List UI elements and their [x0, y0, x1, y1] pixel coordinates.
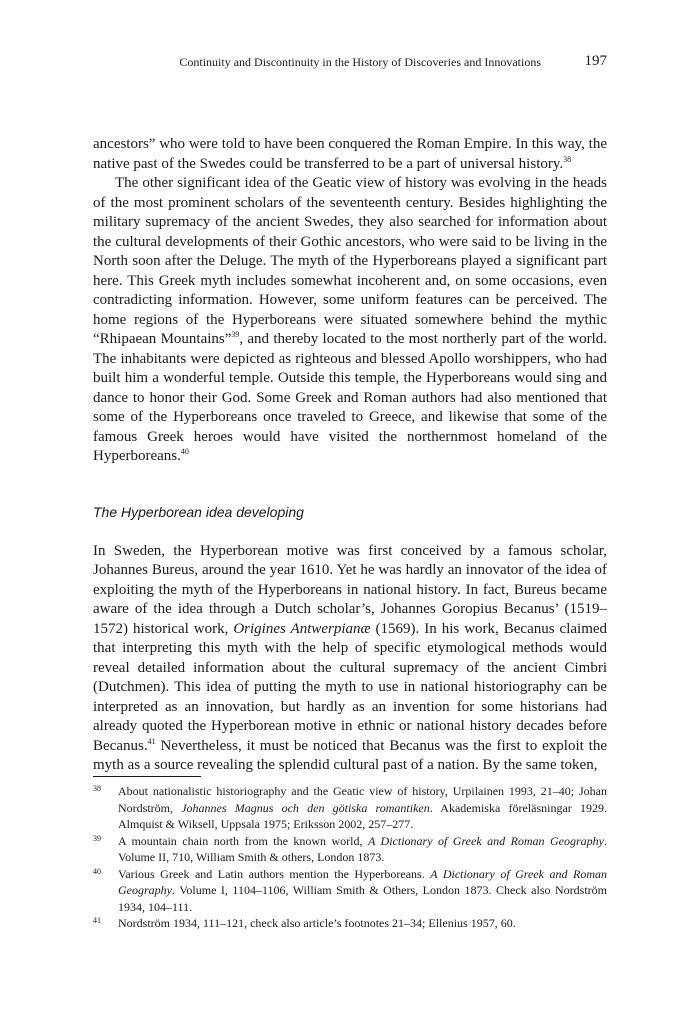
footnote-ref-38: 38: [563, 154, 572, 164]
running-title: Continuity and Discontinuity in the History of Discoveries and Innovations: [179, 55, 541, 69]
paragraph-2-text-b: , and thereby located to the most northerly part of the world. The inhabitants were depicted as righteous and blessed Apollo worshippers, who had built him a wonderful temple. Outside this temple, the Hyperboreans would sing and dance to honor their God. Some Greek and Roman authors had also mentioned that some of the Hyperboreans once traveled to Greece, and likewise that some of the famous Greek heroes would have visited the northernmost homeland of the Hyperboreans.: [93, 331, 607, 464]
body-text: [93, 135, 607, 776]
running-header: [93, 53, 607, 73]
paragraph-2: [93, 174, 607, 467]
footnote-ref-39: 39: [231, 330, 240, 339]
footnote-text: Nordström 1934, 111–121, check also article’s footnotes 21–34; Ellenius 1957, 60.: [118, 916, 516, 930]
footnote-divider: [93, 776, 201, 777]
paragraph-1-text: ancestors” who were told to have been conquered the Roman Empire. In this way, the native past of the Swedes could be transferred to be a part of universal history.: [93, 136, 607, 172]
paragraph-3-italic-title: Origines Antwerpianæ: [233, 620, 371, 637]
footnote-text: . Volume II, 710, William Smith & others, London 1873.: [118, 833, 608, 864]
paragraph-2-text-a: The other significant idea of the Geatic view of history was evolving in the heads of the most prominent scholars of the seventeenth century. Besides highlighting the military supremacy of the ancient Swedes, they also searched for information about the cultural developments of their Gothic ancestors, who were said to be living in the North soon after the Deluge. The myth of the Hyperboreans played a significant part here. This Greek myth includes somewhat incoherent and, on some occasions, even contradicting information. However, some uniform features can be perceived. The home regions of the Hyperboreans were situated somewhere behind the mythic “Rhipaean Mountains”: [93, 175, 607, 347]
footnote-italic: A Dictionary of Greek and Roman Geography: [367, 833, 605, 848]
footnote-text: . Volume I, 1104–1106, William Smith & Others, London 1873. Check also Nordström 1934, 104–111.: [118, 883, 607, 914]
paragraph-3-text-c: Nevertheless, it must be noticed that Becanus was the first to exploit the myth as a source revealing the splendid cultural past of a nation. By the same token,: [93, 737, 607, 773]
footnote-40: [93, 866, 607, 916]
footnote-41: [93, 915, 607, 932]
footnote-text: . Akademiska föreläsningar 1929. Almquist & Wiksell, Uppsala 1975; Eriksson 2002, 257–277.: [118, 800, 608, 831]
footnote-text: About nationalistic historiography and the Geatic view of history, Urpilainen 1993, 21–40; Johan Nordström,: [118, 784, 607, 815]
footnote-text: A mountain chain north from the known world,: [118, 833, 368, 848]
footnote-38: [93, 783, 607, 833]
paragraph-1: [93, 135, 607, 174]
footnote-ref-40: 40: [180, 447, 189, 456]
footnote-text: Various Greek and Latin authors mention the Hyperboreans.: [118, 866, 431, 881]
page-number: 197: [584, 53, 607, 69]
footnote-39: [93, 833, 607, 866]
footnote-italic: Johannes Magnus och den götiska romantiken: [181, 800, 430, 815]
footnote-number: 39: [93, 833, 101, 843]
footnote-ref-41: 41: [147, 736, 156, 746]
paragraph-3: [93, 542, 607, 776]
footnote-number: 40: [93, 866, 101, 876]
paragraph-3-text-b: (1569). In his work, Becanus claimed that interpreting this myth with the help of specific etymological methods would reveal detailed information about the cultural supremacy of the ancient Cimbri (Dutchmen). This idea of putting the myth to use in national historiography can be interpreted as an innovation, but hardly as an invention for some historians had already quoted the Hyperborean motive in ethnic or national history decades before Becanus.: [93, 620, 608, 754]
paragraph-3-text-a: In Sweden, the Hyperborean motive was first conceived by a famous scholar, Johannes Bureus, around the year 1610. Yet he was hardly an innovator of the idea of exploiting the myth of the Hyperboreans in national history. In fact, Bureus became aware of the idea through a Dutch scholar’s, Johannes Goropius Becanus’ (1519–1572) historical work,: [93, 542, 607, 637]
footnote-number: 41: [93, 916, 101, 925]
footnote-italic: A Dictionary of Greek and Roman Geography: [118, 866, 607, 897]
section-heading: The Hyperborean idea developing: [93, 503, 304, 520]
footnote-number: 38: [93, 784, 101, 793]
footnotes: [93, 776, 607, 932]
